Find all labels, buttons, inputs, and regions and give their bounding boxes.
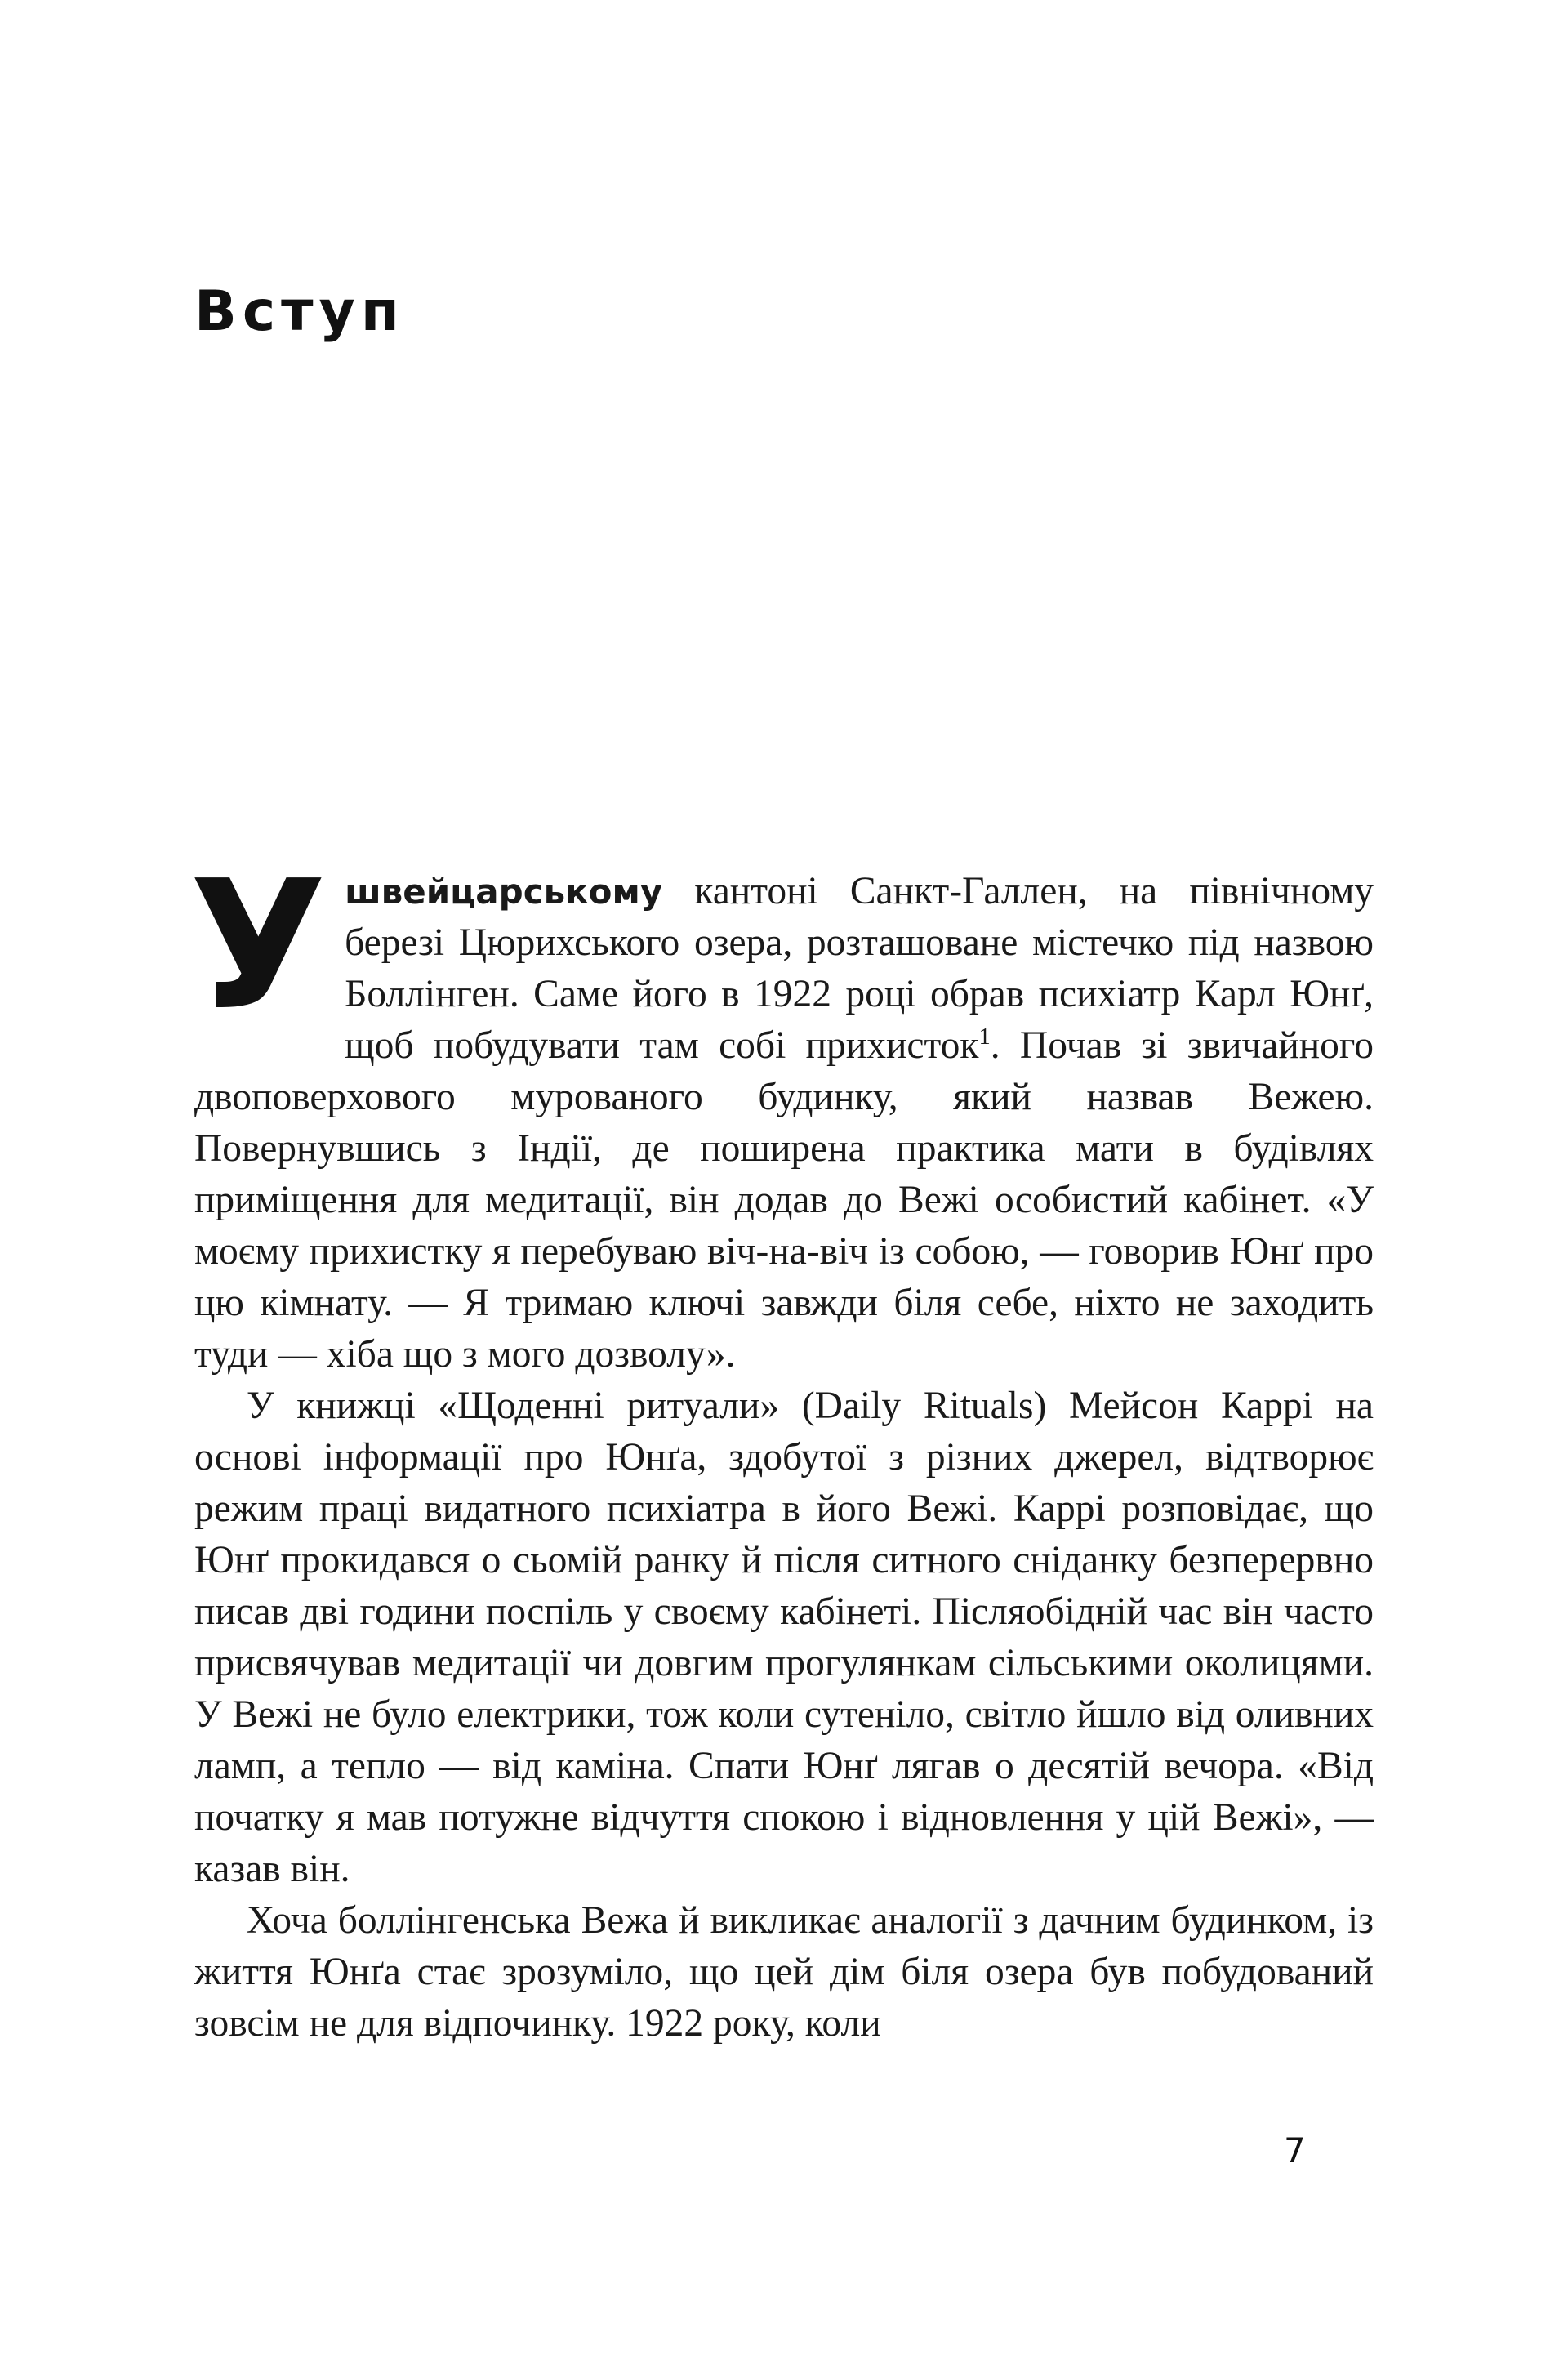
paragraph-1-tail: . Почав зі звичайного двоповерхового мурованого будинку, який назвав Вежею. Повернувшись з Індії, де поширена практика мати в будівлях приміщення для медитації, він додав до Вежі особистий кабінет. «У моєму прихистку я перебуваю віч-на-віч із собою, — говорив Юнґ про цю кімнату. — Я тримаю ключі завжди біля себе, ніхто не заходить туди — хіба що з мого дозволу». — [194, 1024, 1374, 1376]
page-number: 7 — [1284, 2130, 1306, 2170]
chapter-title: Вступ — [194, 279, 405, 344]
lead-word: швейцарському — [345, 872, 663, 912]
body-text — [189, 843, 1374, 2049]
paragraph-1 — [189, 843, 1374, 1380]
drop-cap: У — [189, 843, 327, 1050]
paragraph-1-text: кантоні Санкт-Галлен, на північному березі Цюрихського озера, розташоване містечко під назвою Боллінген. Саме його в 1922 році обрав психіатр Карл Юнґ, щоб побудувати там собі прихисток — [345, 870, 1374, 1067]
footnote-marker: 1 — [978, 1024, 991, 1050]
paragraph-2: У книжці «Щоденні ритуали» (Daily Rituals) Мейсон Каррі на основі інформації про Юнґа, здобутої з різних джерел, відтворює режим праці видатного психіатра в його Вежі. Каррі розповідає, що Юнґ прокидався о сьомій ранку й після ситного сніданку безперервно писав дві години поспіль у своєму кабінеті. Післяобідній час він часто присвячував медитації чи довгим прогулянкам сільськими околицями. У Вежі не було електрики, тож коли сутеніло, світло йшло від оливних ламп, а тепло — від каміна. Спати Юнґ лягав о десятій вечора. «Від початку я мав потужне відчуття спокою і відновлення у цій Вежі», — казав він. — [194, 1385, 1374, 1890]
paragraph-3: Хоча боллінгенська Вежа й викликає аналогії з дачним будинком, із життя Юнґа стає зрозуміло, що цей дім біля озера був побудований зовсім не для відпочинку. 1922 року, коли — [194, 1899, 1374, 2045]
